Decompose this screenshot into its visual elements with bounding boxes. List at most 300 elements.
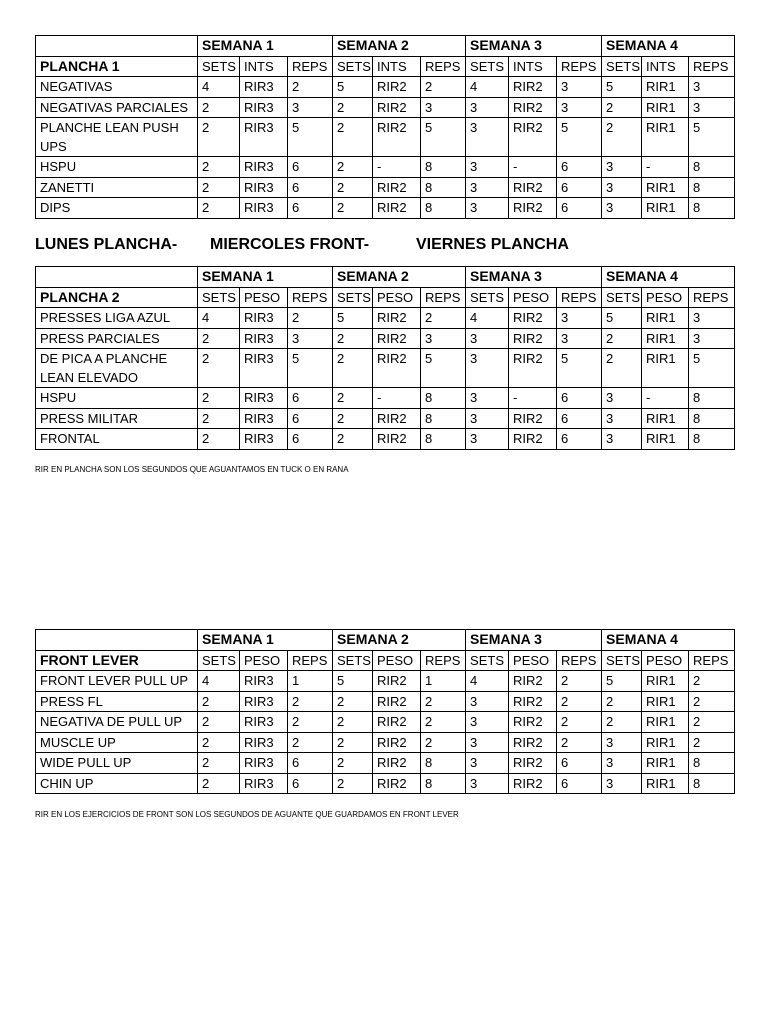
- table-cell: 3: [466, 753, 509, 774]
- week-header: SEMANA 4: [602, 630, 735, 651]
- table-cell: 3: [466, 388, 509, 409]
- day-label-wednesday: MIERCOLES FRONT-: [210, 236, 370, 253]
- table-cell: RIR3: [240, 77, 288, 98]
- table-row: [36, 198, 735, 219]
- table-cell: 6: [288, 408, 333, 429]
- column-header: REPS: [421, 287, 466, 308]
- table-cell: RIR3: [240, 349, 288, 388]
- column-header: SETS: [602, 56, 642, 77]
- table-cell: 6: [288, 753, 333, 774]
- table-cell: RIR1: [642, 429, 689, 450]
- table-cell: RIR3: [240, 308, 288, 329]
- table-cell: 2: [288, 308, 333, 329]
- table-cell: RIR2: [373, 308, 421, 329]
- table-cell: RIR2: [373, 77, 421, 98]
- table-cell: RIR1: [642, 97, 689, 118]
- table-cell: 3: [466, 97, 509, 118]
- table-cell: 8: [689, 773, 735, 794]
- table-cell: 3: [466, 732, 509, 753]
- table-cell: 2: [333, 732, 373, 753]
- table-cell: 5: [602, 77, 642, 98]
- table-cell: 2: [198, 118, 240, 157]
- table-cell: 3: [466, 429, 509, 450]
- table-cell: -: [642, 157, 689, 178]
- table-cell: RIR1: [642, 77, 689, 98]
- table-cell: RIR2: [373, 118, 421, 157]
- table-cell: 2: [421, 77, 466, 98]
- column-header: PESO: [240, 650, 288, 671]
- table-cell: 2: [198, 429, 240, 450]
- table-cell: 5: [557, 118, 602, 157]
- table-cell: 2: [198, 157, 240, 178]
- table-cell: 2: [198, 328, 240, 349]
- table-cell: 2: [333, 429, 373, 450]
- table-cell: 2: [333, 97, 373, 118]
- table-cell: 2: [198, 753, 240, 774]
- week-header: SEMANA 4: [602, 36, 735, 57]
- table-cell: RIR2: [373, 773, 421, 794]
- table-cell: 3: [689, 308, 735, 329]
- column-header: INTS: [642, 56, 689, 77]
- exercise-name: FRONT LEVER PULL UP: [36, 671, 198, 692]
- table-cell: 2: [333, 773, 373, 794]
- table-cell: RIR3: [240, 157, 288, 178]
- table-cell: 8: [689, 388, 735, 409]
- table-cell: RIR2: [509, 408, 557, 429]
- table-cell: 5: [288, 349, 333, 388]
- table-cell: 5: [602, 671, 642, 692]
- table-cell: 2: [333, 388, 373, 409]
- table-title: PLANCHA 1: [36, 56, 198, 77]
- table-cell: RIR3: [240, 198, 288, 219]
- table-cell: 3: [689, 328, 735, 349]
- table-row: [36, 671, 735, 692]
- table-cell: 2: [198, 732, 240, 753]
- table-cell: RIR3: [240, 773, 288, 794]
- table-cell: 2: [602, 349, 642, 388]
- table-cell: RIR2: [373, 198, 421, 219]
- table-cell: 2: [421, 732, 466, 753]
- table-cell: 2: [333, 157, 373, 178]
- exercise-name: PRESS PARCIALES: [36, 328, 198, 349]
- column-header: SETS: [466, 56, 509, 77]
- table-cell: 2: [333, 349, 373, 388]
- table-cell: 8: [689, 753, 735, 774]
- table-row: [36, 429, 735, 450]
- table-cell: 8: [689, 429, 735, 450]
- table-cell: RIR2: [509, 732, 557, 753]
- table-cell: 2: [557, 671, 602, 692]
- table-cell: RIR2: [373, 97, 421, 118]
- table-cell: 4: [198, 77, 240, 98]
- exercise-name: PRESS MILITAR: [36, 408, 198, 429]
- column-header: PESO: [373, 287, 421, 308]
- front-note: RIR EN LOS EJERCICIOS DE FRONT SON LOS SEGUNDOS DE AGUANTE QUE GUARDAMOS EN FRONT LEVER: [35, 810, 459, 819]
- table-cell: RIR2: [509, 97, 557, 118]
- table-cell: -: [509, 388, 557, 409]
- table-cell: 2: [333, 328, 373, 349]
- column-header: REPS: [689, 56, 735, 77]
- table-cell: RIR1: [642, 712, 689, 733]
- column-header: PESO: [240, 287, 288, 308]
- table-cell: RIR3: [240, 408, 288, 429]
- column-header: REPS: [288, 287, 333, 308]
- table-cell: RIR2: [509, 77, 557, 98]
- table-cell: 8: [421, 198, 466, 219]
- table-cell: RIR2: [509, 429, 557, 450]
- table-cell: RIR1: [642, 308, 689, 329]
- table-cell: RIR1: [642, 691, 689, 712]
- table-cell: 3: [602, 773, 642, 794]
- week-header: SEMANA 3: [466, 630, 602, 651]
- table-cell: 8: [421, 753, 466, 774]
- table-cell: 3: [602, 429, 642, 450]
- table-row: [36, 388, 735, 409]
- table-cell: 6: [288, 773, 333, 794]
- table-cell: 6: [288, 157, 333, 178]
- table-cell: RIR1: [642, 773, 689, 794]
- table-cell: 8: [421, 408, 466, 429]
- table-row: [36, 732, 735, 753]
- table-row: [36, 328, 735, 349]
- table-cell: 3: [288, 97, 333, 118]
- table-cell: 2: [602, 328, 642, 349]
- table-cell: 2: [333, 198, 373, 219]
- column-header: REPS: [557, 56, 602, 77]
- table-cell: 2: [333, 712, 373, 733]
- table-cell: RIR2: [509, 691, 557, 712]
- table-cell: 3: [466, 712, 509, 733]
- table-cell: 2: [333, 753, 373, 774]
- table-cell: RIR2: [509, 118, 557, 157]
- column-header: REPS: [421, 56, 466, 77]
- exercise-name: PLANCHE LEAN PUSH UPS: [36, 118, 198, 157]
- table-cell: 3: [466, 118, 509, 157]
- workout-table: [35, 629, 735, 794]
- table-cell: 2: [333, 408, 373, 429]
- table-cell: 8: [689, 198, 735, 219]
- week-header: SEMANA 3: [466, 36, 602, 57]
- column-header: INTS: [373, 56, 421, 77]
- table-cell: RIR2: [373, 671, 421, 692]
- table-cell: 4: [466, 308, 509, 329]
- table-cell: RIR1: [642, 118, 689, 157]
- column-header: SETS: [198, 650, 240, 671]
- column-header: REPS: [288, 56, 333, 77]
- table-cell: 5: [557, 349, 602, 388]
- column-header: SETS: [466, 287, 509, 308]
- table-cell: 6: [288, 429, 333, 450]
- table-cell: RIR2: [373, 429, 421, 450]
- table-cell: RIR3: [240, 712, 288, 733]
- table-cell: 3: [602, 388, 642, 409]
- table-row: [36, 773, 735, 794]
- table-row: [36, 118, 735, 157]
- table-cell: 2: [198, 712, 240, 733]
- table-title: FRONT LEVER: [36, 650, 198, 671]
- table-cell: 3: [466, 691, 509, 712]
- exercise-name: NEGATIVAS PARCIALES: [36, 97, 198, 118]
- table-cell: 2: [602, 118, 642, 157]
- table-cell: 2: [198, 97, 240, 118]
- table-cell: 6: [557, 408, 602, 429]
- week-header: SEMANA 1: [198, 630, 333, 651]
- table-cell: 2: [557, 712, 602, 733]
- table-row: [36, 77, 735, 98]
- header-blank-cell: [36, 267, 198, 288]
- exercise-name: HSPU: [36, 157, 198, 178]
- table-cell: 2: [333, 118, 373, 157]
- table-cell: 2: [198, 408, 240, 429]
- table-cell: RIR2: [373, 732, 421, 753]
- table-cell: 2: [288, 712, 333, 733]
- exercise-name: ZANETTI: [36, 177, 198, 198]
- table-cell: 3: [602, 157, 642, 178]
- table-cell: RIR2: [509, 328, 557, 349]
- table-cell: RIR3: [240, 671, 288, 692]
- column-header: INTS: [509, 56, 557, 77]
- column-header: PESO: [642, 650, 689, 671]
- table-cell: RIR1: [642, 177, 689, 198]
- table-cell: RIR3: [240, 388, 288, 409]
- table-cell: RIR3: [240, 97, 288, 118]
- table-cell: 4: [198, 671, 240, 692]
- table-cell: 5: [288, 118, 333, 157]
- exercise-name: MUSCLE UP: [36, 732, 198, 753]
- table-cell: 3: [466, 773, 509, 794]
- table-cell: 2: [198, 773, 240, 794]
- column-header: REPS: [421, 650, 466, 671]
- table-cell: RIR2: [373, 408, 421, 429]
- table-cell: RIR2: [509, 671, 557, 692]
- table-cell: RIR1: [642, 732, 689, 753]
- table-cell: RIR1: [642, 671, 689, 692]
- table-cell: 6: [557, 198, 602, 219]
- column-header: REPS: [557, 650, 602, 671]
- table-cell: 3: [421, 97, 466, 118]
- column-header: SETS: [198, 287, 240, 308]
- table-cell: 8: [689, 408, 735, 429]
- table-cell: 3: [602, 408, 642, 429]
- plancha-note: RIR EN PLANCHA SON LOS SEGUNDOS QUE AGUANTAMOS EN TUCK O EN RANA: [35, 465, 349, 474]
- column-header: PESO: [642, 287, 689, 308]
- column-header: SETS: [466, 650, 509, 671]
- exercise-name: PRESSES LIGA AZUL: [36, 308, 198, 329]
- table-cell: 3: [466, 198, 509, 219]
- table-cell: RIR1: [642, 198, 689, 219]
- table-row: [36, 157, 735, 178]
- table-cell: RIR2: [509, 753, 557, 774]
- table-cell: 6: [557, 753, 602, 774]
- week-header: SEMANA 4: [602, 267, 735, 288]
- table-cell: -: [373, 157, 421, 178]
- table-cell: RIR3: [240, 177, 288, 198]
- table-cell: 2: [421, 308, 466, 329]
- table-cell: 2: [689, 691, 735, 712]
- table-cell: 3: [466, 349, 509, 388]
- column-header: PESO: [373, 650, 421, 671]
- table-cell: 2: [602, 691, 642, 712]
- table-cell: 3: [557, 328, 602, 349]
- table-cell: 6: [557, 157, 602, 178]
- table-cell: 5: [602, 308, 642, 329]
- table-cell: 6: [288, 388, 333, 409]
- day-label-monday: LUNES PLANCHA-: [35, 236, 178, 253]
- table-cell: RIR2: [373, 753, 421, 774]
- week-header: SEMANA 2: [333, 36, 466, 57]
- table-row: [36, 753, 735, 774]
- table-cell: 2: [689, 732, 735, 753]
- exercise-name: DE PICA A PLANCHE LEAN ELEVADO: [36, 349, 198, 388]
- table-cell: 5: [333, 308, 373, 329]
- exercise-name: FRONTAL: [36, 429, 198, 450]
- table-cell: RIR1: [642, 349, 689, 388]
- table-cell: 2: [198, 388, 240, 409]
- header-blank-cell: [36, 36, 198, 57]
- table-cell: -: [642, 388, 689, 409]
- table-cell: 3: [557, 97, 602, 118]
- table-cell: 2: [557, 732, 602, 753]
- table-cell: RIR3: [240, 691, 288, 712]
- exercise-name: CHIN UP: [36, 773, 198, 794]
- column-header: SETS: [602, 650, 642, 671]
- table-cell: 2: [333, 177, 373, 198]
- exercise-name: PRESS FL: [36, 691, 198, 712]
- table-cell: 3: [602, 198, 642, 219]
- table-cell: RIR1: [642, 408, 689, 429]
- workout-table: [35, 35, 735, 219]
- table-cell: 3: [557, 308, 602, 329]
- table-row: [36, 177, 735, 198]
- table-cell: RIR2: [509, 177, 557, 198]
- table-cell: 2: [421, 712, 466, 733]
- table-cell: 5: [333, 671, 373, 692]
- table-cell: 5: [421, 349, 466, 388]
- column-header: SETS: [333, 56, 373, 77]
- exercise-name: HSPU: [36, 388, 198, 409]
- exercise-name: NEGATIVAS: [36, 77, 198, 98]
- table-cell: 8: [689, 157, 735, 178]
- table-row: [36, 408, 735, 429]
- table-cell: 2: [198, 691, 240, 712]
- table-cell: 6: [557, 773, 602, 794]
- table-cell: RIR3: [240, 753, 288, 774]
- table-cell: 1: [421, 671, 466, 692]
- column-header: SETS: [602, 287, 642, 308]
- column-header: SETS: [198, 56, 240, 77]
- table-row: [36, 691, 735, 712]
- table-cell: RIR2: [373, 712, 421, 733]
- table-cell: 2: [602, 712, 642, 733]
- table-cell: 3: [288, 328, 333, 349]
- table-cell: RIR2: [509, 308, 557, 329]
- table-cell: RIR2: [373, 177, 421, 198]
- table-cell: 3: [466, 177, 509, 198]
- table-cell: 4: [466, 77, 509, 98]
- table-cell: 6: [557, 429, 602, 450]
- table-cell: 8: [421, 177, 466, 198]
- table-cell: RIR1: [642, 328, 689, 349]
- week-header: SEMANA 2: [333, 267, 466, 288]
- table-cell: 6: [288, 198, 333, 219]
- table-cell: 3: [602, 753, 642, 774]
- table-cell: RIR2: [373, 349, 421, 388]
- table-cell: 2: [198, 198, 240, 219]
- column-header: SETS: [333, 650, 373, 671]
- workout-table: [35, 266, 735, 450]
- table-cell: 2: [689, 712, 735, 733]
- week-header: SEMANA 1: [198, 267, 333, 288]
- column-header: PESO: [509, 287, 557, 308]
- table-cell: 2: [333, 691, 373, 712]
- table-cell: RIR3: [240, 429, 288, 450]
- table-cell: 6: [288, 177, 333, 198]
- table-cell: 2: [421, 691, 466, 712]
- table-cell: RIR2: [509, 198, 557, 219]
- column-header: REPS: [689, 287, 735, 308]
- table-cell: RIR2: [509, 349, 557, 388]
- table-cell: 3: [557, 77, 602, 98]
- table-cell: 4: [466, 671, 509, 692]
- table-cell: 3: [466, 408, 509, 429]
- table-cell: 2: [288, 691, 333, 712]
- exercise-name: NEGATIVA DE PULL UP: [36, 712, 198, 733]
- table-cell: RIR2: [373, 691, 421, 712]
- table-cell: 2: [198, 349, 240, 388]
- table-cell: 2: [198, 177, 240, 198]
- table-cell: RIR3: [240, 328, 288, 349]
- table-cell: 3: [421, 328, 466, 349]
- table-cell: RIR3: [240, 118, 288, 157]
- column-header: REPS: [288, 650, 333, 671]
- table-cell: RIR2: [509, 773, 557, 794]
- table-cell: 2: [557, 691, 602, 712]
- table-title: PLANCHA 2: [36, 287, 198, 308]
- column-header: REPS: [689, 650, 735, 671]
- table-row: [36, 97, 735, 118]
- week-header: SEMANA 1: [198, 36, 333, 57]
- table-cell: 5: [689, 118, 735, 157]
- column-header: SETS: [333, 287, 373, 308]
- table-cell: 8: [689, 177, 735, 198]
- table-cell: 8: [421, 429, 466, 450]
- week-header: SEMANA 2: [333, 630, 466, 651]
- exercise-name: WIDE PULL UP: [36, 753, 198, 774]
- table-cell: RIR2: [373, 328, 421, 349]
- table-cell: 8: [421, 773, 466, 794]
- table-cell: 2: [689, 671, 735, 692]
- table-cell: 3: [689, 77, 735, 98]
- table-cell: RIR2: [509, 712, 557, 733]
- exercise-name: DIPS: [36, 198, 198, 219]
- column-header: INTS: [240, 56, 288, 77]
- table-cell: 1: [288, 671, 333, 692]
- table-cell: 3: [602, 177, 642, 198]
- table-cell: RIR1: [642, 753, 689, 774]
- table-cell: 8: [421, 157, 466, 178]
- table-row: [36, 308, 735, 329]
- week-header: SEMANA 3: [466, 267, 602, 288]
- table-cell: 3: [466, 328, 509, 349]
- table-cell: 6: [557, 388, 602, 409]
- column-header: PESO: [509, 650, 557, 671]
- table-cell: 8: [421, 388, 466, 409]
- table-cell: 3: [689, 97, 735, 118]
- table-cell: 4: [198, 308, 240, 329]
- table-cell: -: [373, 388, 421, 409]
- table-cell: 3: [602, 732, 642, 753]
- table-cell: 3: [466, 157, 509, 178]
